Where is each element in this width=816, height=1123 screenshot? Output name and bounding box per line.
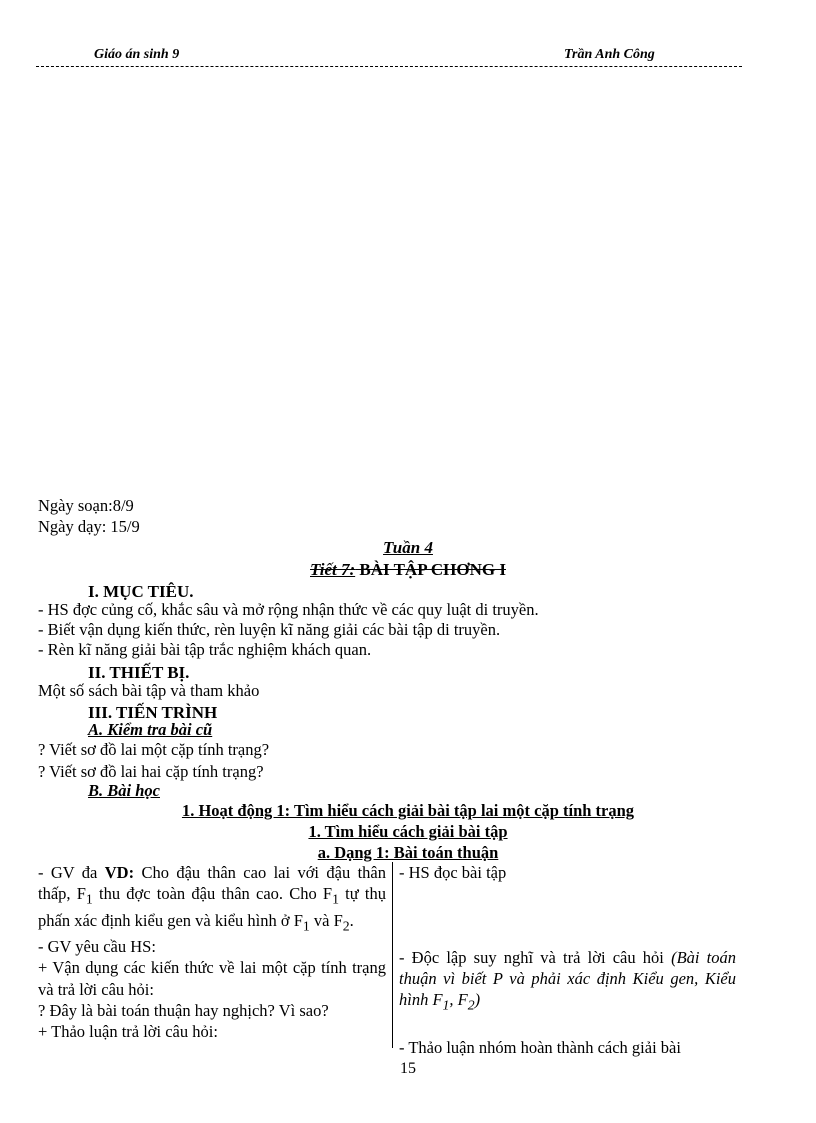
activity-title: 1. Hoạt động 1: Tìm hiểu cách giải bài tập lai một cặp tính trạng — [181, 801, 635, 820]
header-left: Giáo án sinh 9 — [94, 47, 180, 62]
activity-type: a. Dạng 1: Bài toán thuận — [317, 843, 499, 862]
section-process-title: III. TIẾN TRÌNH — [88, 703, 218, 722]
objective-item: - HS đợc củng cố, khắc sâu và mở rộng nhận thức về các quy luật di truyền. — [38, 600, 539, 619]
review-question: ? Viết sơ đồ lai hai cặp tính trạng? — [38, 762, 264, 781]
activity-subtitle: 1. Tìm hiểu cách giải bài tập — [308, 822, 508, 841]
activity-table — [38, 862, 737, 1057]
subsection-review-title: A. Kiểm tra bài cũ — [88, 720, 213, 739]
page-header — [36, 47, 742, 67]
equipment-text: Một số sách bài tập và tham khảo — [38, 681, 260, 700]
teacher-step: - GV đa VD: Cho đậu thân cao lai với đậu thân thấp, $F_1$ thu đợc toàn đậu thân cao. Cho $F_1$ tự thụ phấn xác định kiểu gen và kiểu hình ở $F_1$ và $F_2$. — [38, 863, 386, 933]
objective-item: - Rèn kĩ năng giải bài tập trắc nghiệm khách quan. — [38, 640, 372, 659]
teacher-step: ? Đây là bài toán thuận hay nghịch? Vì sao? — [38, 1000, 329, 1020]
date-prepared: Ngày soạn:8/9 — [38, 496, 134, 515]
teacher-step: - GV yêu cầu HS: — [38, 937, 156, 957]
lesson-title — [0, 560, 816, 580]
student-step: - Độc lập suy nghĩ và trả lời câu hỏi (Bài toán thuận vì biết P và phải xác định Kiểu gen, Kiểu hình $F_1$, $F_2$) — [399, 947, 737, 1013]
lesson-name: BÀI TẬP CHƠNG I — [355, 560, 506, 579]
student-column — [399, 862, 736, 1058]
review-question: ? Viết sơ đồ lai một cặp tính trạng? — [38, 740, 270, 759]
student-step: - Thảo luận nhóm hoàn thành cách giải bài — [399, 1037, 681, 1057]
teacher-step: + Thảo luận trả lời câu hỏi: — [38, 1022, 218, 1042]
column-divider — [392, 862, 393, 1048]
date-taught: Ngày dạy: 15/9 — [38, 517, 140, 536]
page-number: 15 — [400, 1060, 416, 1077]
lesson-prefix: Tiết 7: — [310, 560, 356, 579]
week-title: Tuần 4 — [383, 538, 433, 557]
teacher-column — [38, 862, 386, 1042]
subsection-lesson-title: B. Bài học — [88, 781, 160, 800]
teacher-step: + Vận dụng các kiến thức về lai một cặp tính trạng và trả lời câu hỏi: — [38, 958, 386, 999]
section-objectives-title: I. MỤC TIÊU. — [88, 582, 194, 601]
section-equipment-title: II. THIẾT BỊ. — [88, 663, 190, 682]
student-step: - HS đọc bài tập — [399, 863, 507, 882]
objective-item: - Biết vận dụng kiến thức, rèn luyện kĩ năng giải các bài tập di truyền. — [38, 620, 501, 639]
header-right: Trần Anh Công — [564, 47, 655, 62]
